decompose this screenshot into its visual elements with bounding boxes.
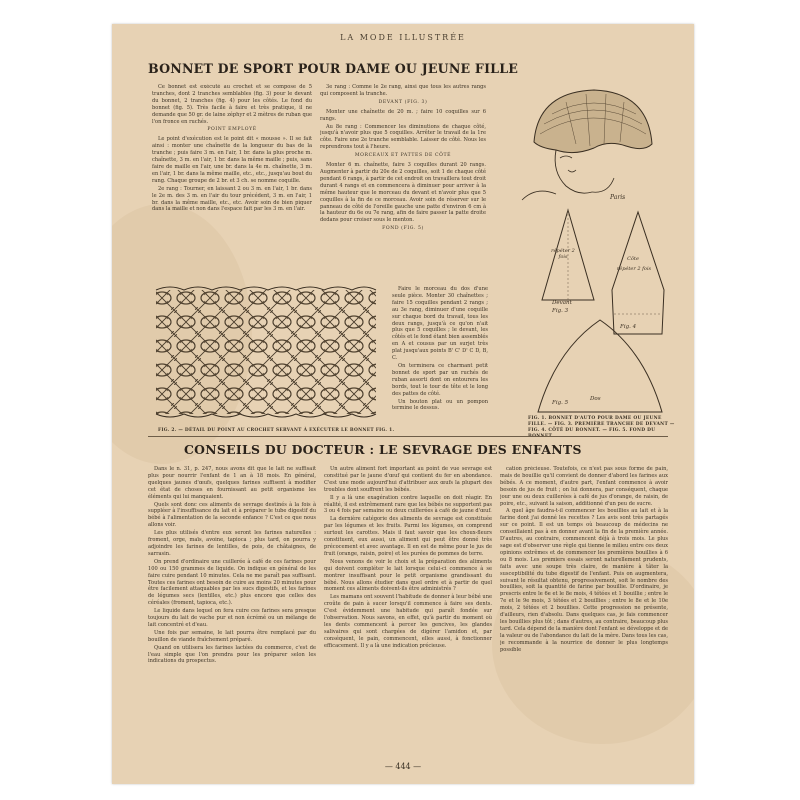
page-number: — 444 — xyxy=(384,762,422,771)
article-title: CONSEILS DU DOCTEUR : LE SEVRAGE DES ENFANTS xyxy=(184,442,582,457)
crochet-lace-illustration xyxy=(150,286,382,426)
paragraph: Les plus utilisés d'entre eux seront les farines naturelles : froment, orge, maïs, avoine, tapioca ; plus tard, on pourra y adjoindre les farines de lentilles, de pois, de châtaignes, de sarrasin. xyxy=(148,530,316,557)
paragraph: Monter 6 m. chaînette, faire 3 coquilles durant 20 rangs. Augmenter à partir du 20e de 2 coquilles, soit 1 de chaque côté pendant 6 rangs, à partir de cet endroit on travaillera tout droit durant 4 rangs et en commencera à diminuer pour arriver à la même hauteur que le morceau du devant et n'avoir plus que 5 coquilles à la fin de ce morceau. Avoir soin de réserver sur le panneau de côté de l'oreille gauche une patte d'environ 6 cm à la hauteur du 6e ou 7e rang, afin de faire passer la patte droite dedans pour croiser sous le menton. xyxy=(320,162,486,224)
article-middle-column xyxy=(320,84,486,290)
paragraph: A quel âge faudra-t-il commencer les bouillies au lait et à la farine dont j'ai donné les recettes ? Les avis sont très partagés sur ce point. Il est un temps où beaucoup de médecins ne conseillaient pas à en donner avant la fin de la première année. D'autres, au contraire, commencent déjà à trois mois. Le plus sage est d'observer une règle qui tienne le milieu entre ces deux opinions extrêmes et de commencer les premières bouillies à 6 ou 8 mois. Les premiers essais seront naturellement prudents, faits avec une soupe très claire, de manière à tâter la susceptibilité du tube digestif de l'enfant. Puis on augmentera, suivant le résultat obtenu, progressivement, soit le nombre des bouillies, soit la quantité de farine par bouillie. D'ordinaire, je prescris entre le 6e et le 8e mois, 4 tétées et 1 bouillie ; entre le 7e et le 9e mois, 3 tétées et 2 bouillies ; entre le 8e et le 10e mois, 2 tétées et 2 bouillies. Cette progression ne présente, d'ailleurs, rien d'absolu. Dans quelques cas, je fais commencer les bouillies plus tôt ; dans d'autres, au contraire, beaucoup plus tard. Cela dépend de la manière dont l'enfant se développe et de la valeur ou de l'abondance du lait de la mère. Dans tous les cas, je recommande à la nourrice de donner le plus longtemps possible xyxy=(500,508,668,653)
subheading: MORCEAUX ET PATTES DE CÔTÉ xyxy=(354,153,452,159)
figures-caption: FIG. 1. BONNET D'AUTO POUR DAME OU JEUNE FILLE. — FIG. 3. PREMIÈRE TRANCHE DE DEVANT — FIG. 4. CÔTÉ DU BONNET. — FIG. 5. FOND DU xyxy=(528,416,675,433)
paragraph: Au 8e rang : Commencer les diminutions de chaque côté, jusqu'à n'avoir plus que 5 coquilles. Arrêter le travail de la 1re côte. Faire une 2e tranche semblable. Laisser de côté. Nous les reprendrons tout à l'heure. xyxy=(320,123,486,151)
article-left-column xyxy=(152,84,312,292)
paragraph: 2e rang : Tourner, en laissant 2 ou 3 m. en l'air, 1 br. dans le 2e m. des 3 m. en l'air du tour précédent, 3 m. en l'air, 1 br. dans la même maille, etc., etc. Avoir soin de bien piquer dans la maille et non dans l'espace fait par les 3 m. en l'air. xyxy=(152,185,312,213)
fig3-front-label: Devant xyxy=(552,300,572,306)
illustrator-signature: Paris xyxy=(610,194,626,201)
paragraph: Il y a là une exagération contre laquelle on doit réagir. En réalité, il est extrêmement rare que les bébés ne supportent pas 3 ou 4 fois par semaine ou deux cuillerées à café de jaune d'œuf. xyxy=(324,494,492,515)
paragraph: Un autre aliment fort important au point de vue sevrage est constitué par le jaune d'œuf qui contient du fer en abondance. C'est une mode aujourd'hui d'attribuer aux œufs la plupart des troubles dont souffrent les bébés. xyxy=(324,466,492,493)
magazine-header: LA MODE ILLUSTRÉE xyxy=(340,33,466,42)
paragraph: Une fois par semaine, le lait pourra être remplacé par du bouillon de viande fraîchement préparé. xyxy=(148,629,316,643)
woman-bonnet-illustration xyxy=(516,82,666,200)
fig4-number: Fig. 4 xyxy=(620,324,637,330)
article-title: BONNET DE SPORT POUR DAME OU JEUNE FILLE xyxy=(148,61,519,76)
lace-caption: FIG. 2. — DÉTAIL DU POINT AU CROCHET SERVANT À EXÉCUTER LE BONNET FIG. 1. xyxy=(158,428,395,433)
fig5-number: Fig. 5 xyxy=(552,400,569,406)
sevrage-column-3 xyxy=(500,466,668,756)
fig3-repeat-label: répéter 2 fois xyxy=(551,248,575,260)
paragraph: Ce bonnet est exécuté au crochet et se compose de 5 tranches, dont 2 tranches semblables (fig. 3) pour le devant du bonnet, 2 tranches (fig. 4) pour les côtés. Le fond du bonnet (fig. 5). Très facile à faire et très pratique, il ne demande que 50 gr. de laine zéphyr et 2 mètres de ruban que l'on fronce en ruchés. xyxy=(152,84,312,125)
subheading: POINT EMPLOYÉ xyxy=(207,127,257,133)
subheading: DEVANT (FIG. 3) xyxy=(378,99,428,105)
paragraph: Quand on utilisera les farines lactées du commerce, c'est de l'eau simple que l'on prendra pour les préparer selon les indications du prospectus. xyxy=(148,644,316,665)
paragraph: Un bouton plat ou un pompon termine le dessus. xyxy=(392,398,488,412)
paragraph: Dans le n. 31, p. 247, nous avons dit que le lait ne suffisait plus pour nourrir l'enfant de 1 an à 18 mois. En général, quelques jaunes d'œufs, quelques farines suffisent à modifier cet état de choses en fournissant au petit organisme les éléments qui lui manquaient. xyxy=(148,466,316,500)
paragraph: Les mamans ont souvent l'habitude de donner à leur bébé une croûte de pain à sucer lorsqu'il commence à faire ses dents. C'est évidemment une habitude qui paraît fondée sur l'observation. Nous savons, en effet, qu'à partir du moment où les dents commencent à percer les gencives, les glandes salivaires qui sont chargées de digérer l'amidon et, par conséquent, le pain, commencent, elles aussi, à fonctionner efficacement. Il y a là une indication précieuse. xyxy=(324,594,492,649)
fig4-side-label: Côte xyxy=(627,256,639,262)
section-divider xyxy=(148,436,668,437)
paragraph: Quels sont donc ces aliments de sevrage destinés à la fois à suppléer à l'insuffisance du lait et à préparer le tube digestif du bébé à l'alimentation de la seconde enfance ? C'est ce que nous allons voir. xyxy=(148,501,316,529)
fig4-repeat-label: répéter 2 fois xyxy=(616,266,652,272)
paragraph: 3e rang : Comme le 2e rang, ainsi que tous les autres rangs qui composent la tranche. xyxy=(320,84,486,97)
paragraph: cation précieuse. Toutefois, ce n'est pas sous forme de pain, mais de bouillie qu'il convient de donner d'abord les farines aux bébés. A ce moment, d'autre part, l'enfant commence à avoir besoin de jus de fruit ; on lui donnera, par conséquent, chaque jour une ou deux cuillerées à café de jus d'orange, de raisin, de poire, etc., suivant la saison, additionné d'un peu de sucre. xyxy=(500,466,668,507)
subheading: FOND (FIG. 5) xyxy=(382,226,424,232)
fig5-back-label: Dos xyxy=(590,396,601,402)
paragraph: On terminera ce charmant petit bonnet de sport par un ruchés de ruban assorti dont on entourera les bords, tout le tour de tête et le long des pattes de côté. xyxy=(392,362,488,397)
article-fond-column xyxy=(392,286,488,432)
paragraph: La dernière catégorie des aliments de sevrage est constituée par les légumes et les fruits. Parmi les légumes, on comprend surtout les carottes. Mais il faut savoir que les choux-fleurs constituent, eux aussi, un aliment qui peut être donné très précocement et avec avantage. Il en est de même pour le jus de fruit (orange, raisin, poire) et les purées de pommes de terre. xyxy=(324,516,492,557)
fig3-number: Fig. 3 xyxy=(552,308,569,314)
paragraph: On prend d'ordinaire une cuillerée à café de ces farines pour 100 ou 150 grammes de liquide. On indique en général de les faire cuire pendant 10 minutes. Cela ne me paraît pas suffisant. Toutes ces farines ont besoin de cuire au moins 20 minutes pour être facilement attaquables par les sucs digestifs, et les farines de légumes secs (lentilles, etc.) plus encore que celles des céréales (froment, tapioca, etc.). xyxy=(148,558,316,607)
paragraph: Le liquide dans lequel on fera cuire ces farines sera presque toujours du lait de vache pur et non écrémé ou un mélange de lait concentré et d'eau. xyxy=(148,608,316,628)
paragraph: Le point d'exécution est le point dit « mousse ». Il se fait ainsi : monter une chaînette de la longueur du bas de la tranche ; puis faire 3 m. en l'air, 1 br. dans la plus proche m. chaînette, 3 m. en l'air, 1 br. dans la même maille ; puis, sans faire de maille en l'air, une br. dans la 4e m. chaînette, 3 m. en l'air, 1 br. dans la même maille, etc., etc., jusqu'au bout du rang. Chaque groupe de 2 br. et 3 ch. se nomme coquille. xyxy=(152,136,312,184)
paragraph: Nous venons de voir le choix et la préparation des aliments qui doivent compléter le lait lorsque celui-ci commence à se montrer insuffisant pour le petit organisme grandissant du bébé. Nous allons étudier dans quel ordre et à partir de quel moment ces aliments doivent-ils être administrés ? xyxy=(324,558,492,593)
paragraph: Monter une chaînette de 20 m. ; faire 10 coquilles sur 6 rangs. xyxy=(320,108,486,122)
paragraph: Faire le morceau du dos d'une seule pièce. Monter 30 chaînettes ; faire 15 coquilles pendant 2 rangs ; au 3e rang, diminuer d'une coquille sur chaque bord du travail, tous les deux rangs, jusqu'à ce qu'on n'ait plus que 5 coquilles ; le devant, les côtés et le fond étant bien assemblés en A et cousus par un surjet très plat jusqu'aux points B' C' D' C D, B, C. xyxy=(392,286,488,362)
sevrage-column-2 xyxy=(324,466,492,756)
magazine-page xyxy=(112,24,694,784)
sevrage-column-1 xyxy=(148,466,316,756)
